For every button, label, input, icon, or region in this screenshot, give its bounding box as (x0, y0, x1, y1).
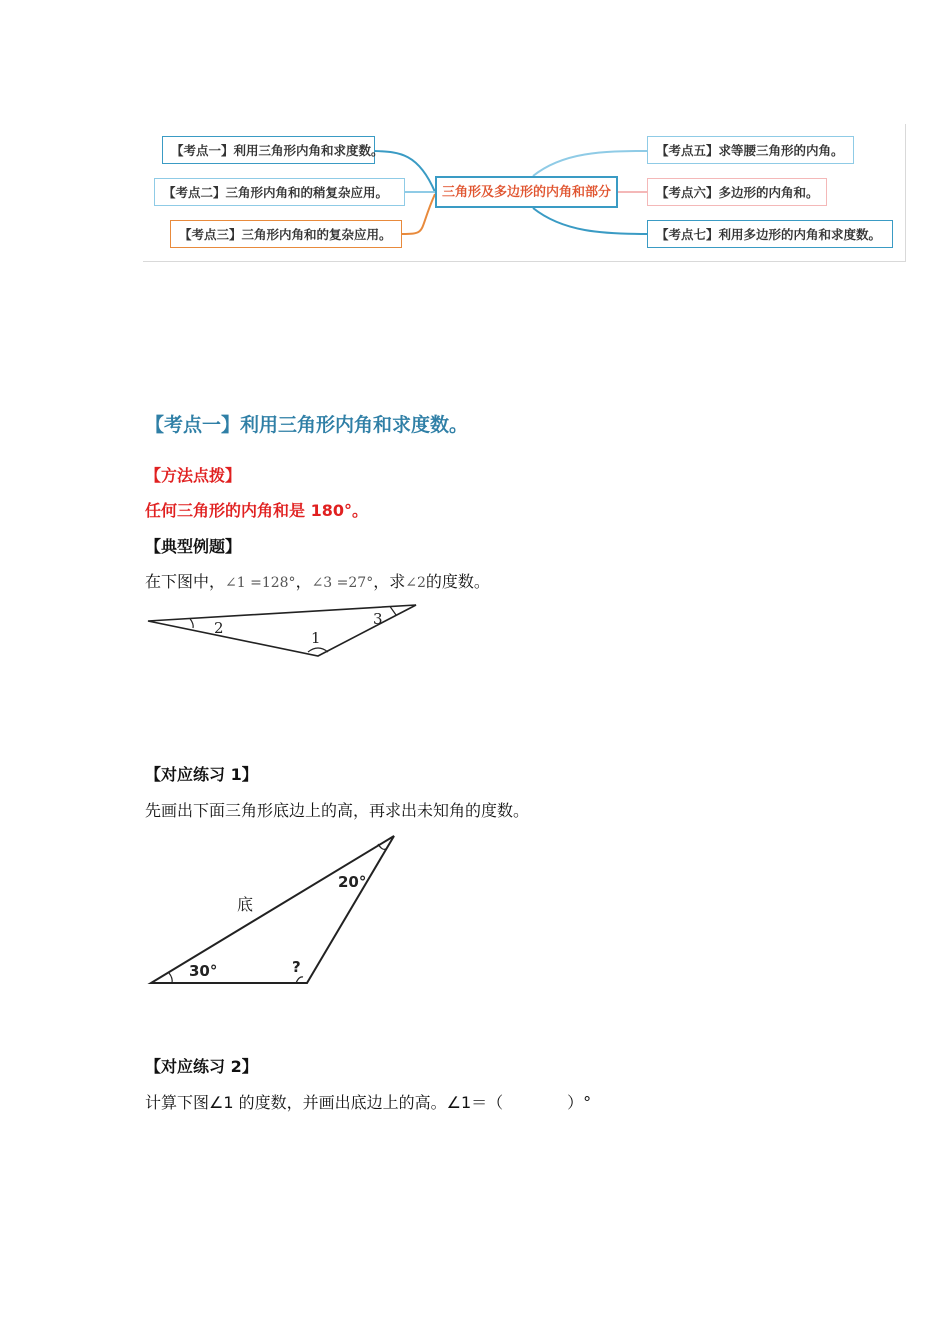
label-angle-30: 30° (189, 962, 218, 980)
method-text: 任何三角形的内角和是 180°。 (145, 501, 368, 520)
mindmap-node-kaodian3: 【考点三】三角形内角和的复杂应用。 (170, 220, 402, 248)
mindmap-node-kaodian1: 【考点一】利用三角形内角和求度数。 (162, 136, 375, 164)
label-angle-20: 20° (338, 873, 367, 891)
label-unknown-angle: ? (292, 958, 301, 976)
example-question (145, 569, 490, 592)
angle2-arc (190, 619, 193, 628)
method-heading: 【方法点拨】 (145, 466, 242, 485)
mindmap-node-kaodian5: 【考点五】求等腰三角形的内角。 (647, 136, 854, 164)
practice2-heading: 【对应练习 2】 (145, 1057, 258, 1076)
triangle-figure-example (140, 598, 430, 668)
label-angle2: 2 (214, 619, 224, 637)
practice1-text: 先画出下面三角形底边上的高，再求出未知角的度数。 (145, 801, 530, 820)
example-prefix: 在下图中， (145, 572, 226, 591)
section-title: 【考点一】利用三角形内角和求度数。 (145, 414, 469, 436)
mindmap-node-kaodian6: 【考点六】多边形的内角和。 (647, 178, 827, 206)
practice1-heading: 【对应练习 1】 (145, 765, 258, 784)
example-sep: ， (295, 572, 312, 591)
label-angle1: 1 (311, 629, 321, 647)
example-mid: ，求 (373, 572, 406, 591)
mindmap-node-kaodian2: 【考点二】三角形内角和的稍复杂应用。 (154, 178, 405, 206)
math-angle3: ∠3 =27° (311, 575, 374, 591)
math-angle2: ∠2 (405, 575, 426, 591)
label-angle3: 3 (373, 610, 383, 628)
mindmap-node-kaodian7: 【考点七】利用多边形的内角和求度数。 (647, 220, 893, 248)
practice2-text: 计算下图∠1 的度数，并画出底边上的高。∠1＝（ ）° (145, 1093, 592, 1112)
example-heading: 【典型例题】 (145, 537, 242, 556)
triangle-figure-practice1 (145, 830, 405, 990)
example-suffix: 的度数。 (425, 572, 490, 591)
angle1-arc (308, 648, 328, 652)
mindmap-center-node: 三角形及多边形的内角和部分 (435, 176, 618, 208)
label-base: 底 (237, 895, 254, 914)
mind-map (143, 124, 906, 262)
math-angle1: ∠1 =128° (225, 575, 296, 591)
angle3-arc (390, 607, 396, 616)
